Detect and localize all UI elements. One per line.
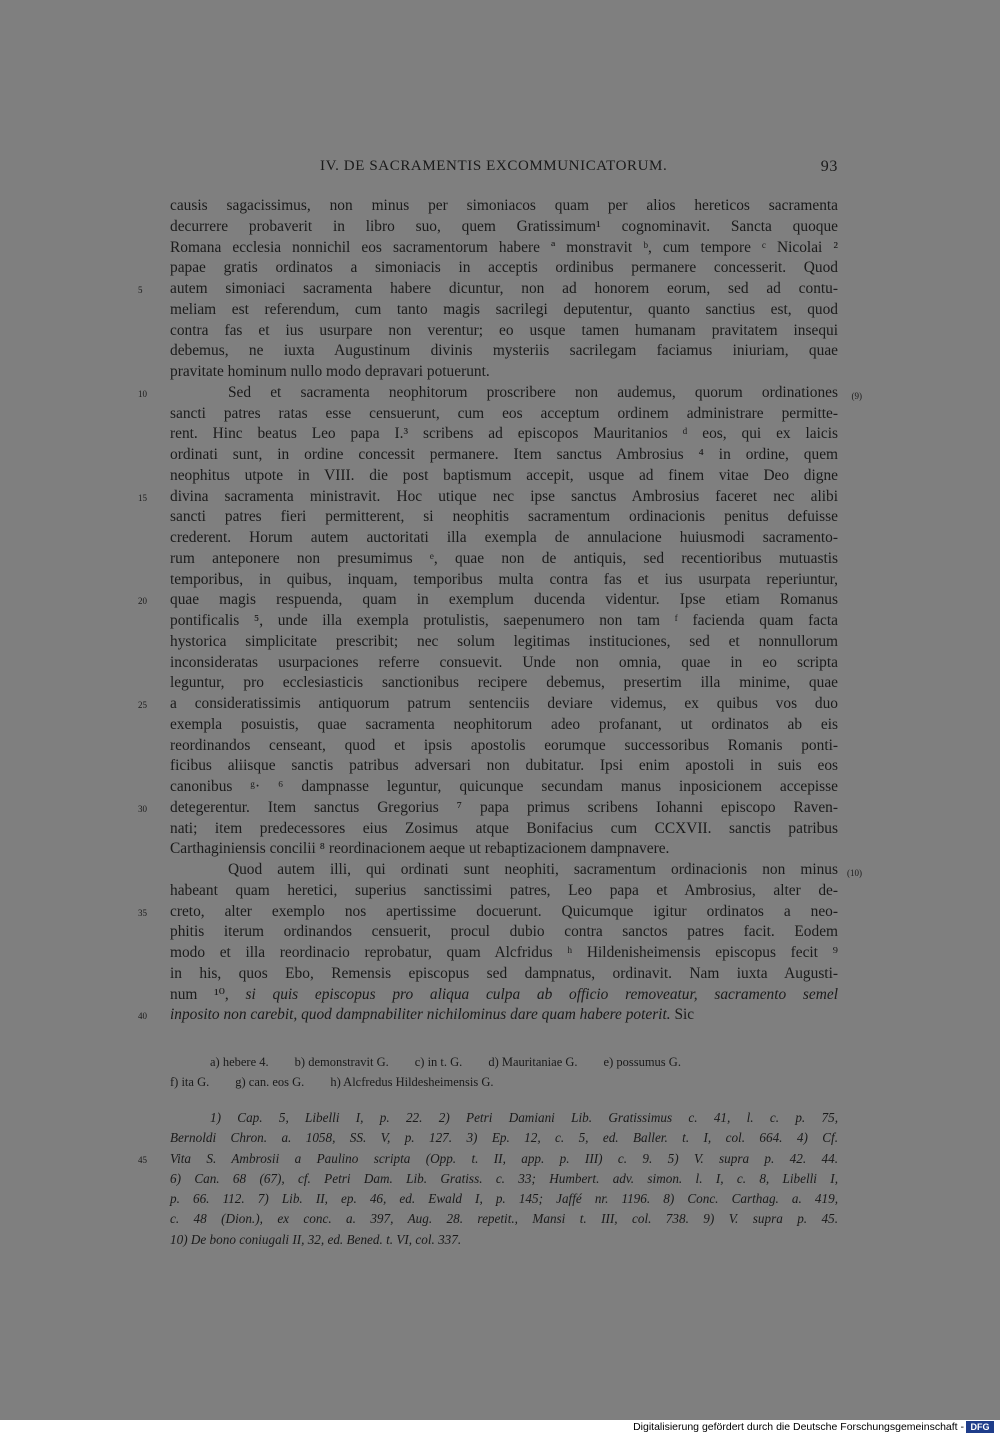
text-line (170, 466, 838, 487)
source-note-line (170, 1128, 838, 1148)
text-line (170, 362, 838, 383)
line-text: pravitate hominum nullo modo depravari potuerunt. (170, 363, 490, 380)
line-number: 45 (138, 1154, 147, 1165)
text-line (170, 922, 838, 943)
text-line (138, 383, 862, 404)
text-line (138, 902, 838, 923)
variant-note: a) hebere 4. (210, 1055, 269, 1069)
source-note-line (170, 1169, 838, 1189)
text-line (170, 715, 838, 736)
line-text: autem simoniaci sacramenta habere dicuntur, non ad honorem eorum, sed ad contu- (170, 280, 838, 297)
text-line (138, 694, 838, 715)
line-text: neophitus utpote in VIII. die post baptismum accepit, usque ad finem vitae Deo digne (170, 466, 838, 484)
margin-section-number: (9) (851, 390, 862, 401)
source-note-line (170, 1230, 838, 1250)
text-line (170, 424, 838, 445)
variant-notes (170, 1052, 838, 1092)
line-text: rent. Hinc beatus Leo papa I.³ scribens ad episcopos Mauritanios ᵈ eos, qui ex laicis (170, 425, 838, 443)
variant-note: c) in t. G. (414, 1055, 463, 1069)
line-text: causis sagacissimus, non minus per simoniacos quam per alios hereticos sacramenta (170, 197, 838, 214)
line-text: contra fas et ius usurpare non verentur; eo usque tamen humanam pravitatem insequi (170, 321, 838, 339)
source-note-line (138, 1149, 838, 1169)
line-number: 25 (138, 700, 147, 710)
line-text: papae gratis ordinatos a simoniacis in acceptis ordinibus permanere concesserit. Quod (170, 259, 838, 277)
text-line (138, 1005, 838, 1026)
quotation-italic: si quis episcopus pro aliqua culpa ab officio removeatur, sacramento semel (245, 985, 838, 1003)
running-title: IV. DE SACRAMENTIS EXCOMMUNICATORUM. (320, 158, 668, 174)
text-line (170, 570, 838, 591)
line-text: sancti patres fieri permitterent, si neophitis sacramentum ordinacionis penitus defuisse (170, 508, 838, 526)
line-text: rum anteponere non presumimus ᵉ, quae non de antiquis, sed recentioribus mutuastis (170, 549, 838, 567)
footer-bar (0, 1420, 1000, 1434)
line-text: num ¹⁰, (170, 985, 246, 1003)
text-line (170, 238, 838, 259)
variant-note: h) Alcfredus Hildesheimensis G. (330, 1075, 494, 1089)
source-note-line (170, 1209, 838, 1229)
main-text (138, 196, 862, 1026)
text-line (138, 487, 838, 508)
text-line (170, 860, 862, 881)
text-line (170, 445, 838, 466)
line-text: a consideratissimis antiquorum patrum sentenciis deviare videmus, ex quibus vos duo (170, 695, 838, 712)
line-text: debemus, ne iuxta Augustinum divinis mysteriis sacrilegam faciamus iniuriam, quae (170, 342, 838, 360)
line-text: temporibus, in quibus, inquam, temporibus multa contra fas et ius usurpata reperiuntur, (170, 570, 838, 588)
source-note-line (170, 1108, 838, 1128)
text-line (170, 985, 838, 1006)
line-text: in his, quos Ebo, Remensis episcopus sed dampnatus, ordinavit. Nam iuxta Augusti- (170, 964, 838, 982)
text-line (170, 964, 838, 985)
line-text: Sed et sacramenta neophitorum proscribere non audemus, quorum ordinationes (228, 383, 838, 401)
line-text: ordinati sunt, in ordine concessit permanere. Item sanctus Ambrosius ⁴ in ordine, quem (170, 446, 838, 463)
source-note-text: p. 66. 112. 7) Lib. II, ep. 46, ed. Ewald I, p. 145; Jaffé nr. 1196. 8) Conc. Carthag. a. 419, (170, 1191, 838, 1207)
text-line (170, 507, 838, 528)
text-line (170, 341, 838, 362)
line-number: 35 (138, 907, 147, 918)
line-text: hystorica simplicitate prescribit; nec solum legitimas instituciones, sed et nonnullorum (170, 632, 838, 650)
line-number: 20 (138, 596, 147, 607)
variant-note: b) demonstravit G. (294, 1055, 389, 1069)
source-note-text: 6) Can. 68 (67), cf. Petri Dam. Lib. Gratiss. c. 33; Humbert. adv. simon. l. I, c. 8, Libelli I, (170, 1170, 838, 1186)
variant-note: e) possumus G. (603, 1055, 681, 1069)
text-line (170, 653, 838, 674)
text-line (170, 528, 838, 549)
text-line (170, 404, 838, 425)
text-line (138, 590, 838, 611)
line-text: quae magis respuenda, quam in exemplum ducenda videntur. Ipse etiam Romanus (170, 591, 838, 609)
source-notes (138, 1108, 838, 1250)
line-text: exempla posuistis, quae sacramenta neophitorum adeo profanant, ut ordinatos ab eis (170, 715, 838, 733)
line-text: phitis iterum ordinandos censuerit, procul dubio contra sanctos patres facit. Eodem (170, 923, 838, 941)
line-text: decurrere probaverit in libro suo, quem Gratissimum¹ cognominavit. Sancta quoque (170, 217, 838, 235)
text-line (138, 279, 838, 300)
line-number: 15 (138, 492, 147, 503)
line-text: crederent. Horum autem auctoritati illa exempla de annulacione huiusmodi sacramento- (170, 529, 838, 546)
text-line (138, 798, 838, 819)
dfg-logo: DFG (966, 1421, 994, 1433)
margin-section-number: (10) (847, 868, 862, 878)
source-note-text: Vita S. Ambrosii a Paulino scripta (Opp. t. II, app. p. III) c. 9. 5) V. supra p. 42. 44. (170, 1150, 838, 1166)
line-text: modo et illa reordinacio reprobatur, quam Alcfridus ʰ Hildenisheimensis episcopus fecit ⁹ (170, 944, 838, 961)
line-text: habeant quam heretici, superius sanctissimi patres, Leo papa et Ambrosius, alter de- (170, 881, 838, 899)
line-text: canonibus ᵍ· ⁶ dampnasse leguntur, quicunque secundam manus inposicionem accepisse (170, 778, 838, 795)
line-text: divina sacramenta ministravit. Hoc utique nec ipse sanctus Ambrosius faceret nec alibi (170, 487, 838, 505)
line-text: creto, alter exemplo nos apertissime docuerunt. Quicumque igitur ordinatos a neo- (170, 902, 838, 920)
line-text: Quod autem illi, qui ordinati sunt neophiti, sacramentum ordinacionis non minus (228, 861, 838, 878)
text-line (170, 756, 838, 777)
line-text: nati; item predecessores eius Zosimus atque Bonifacius cum CCXVII. sanctis patribus (170, 819, 838, 837)
text-line (170, 881, 838, 902)
text-line (170, 839, 838, 860)
line-text: reordinandos censeant, quod et ipsis apostolis eorumque successoribus Romanis ponti- (170, 736, 838, 754)
text-line (170, 217, 838, 238)
text-line (170, 321, 838, 342)
footnotes (138, 1052, 838, 1247)
text-line (170, 819, 838, 840)
funding-credit: Digitalisierung gefördert durch die Deutsche Forschungsgemeinschaft - (633, 1421, 964, 1433)
text-line (170, 736, 838, 757)
source-note-text: c. 48 (Dion.), ex conc. a. 397, Aug. 28. repetit., Mansi t. III, col. 738. 9) V. supra p. 45. (170, 1211, 838, 1227)
text-line (170, 673, 838, 694)
line-text: Carthaginiensis concilii ⁸ reordinacionem aeque ut rebaptizacionem dampnavere. (170, 840, 670, 858)
text-line (170, 632, 838, 653)
text-line (170, 258, 838, 279)
text-line (170, 196, 838, 217)
variant-note: g) can. eos G. (235, 1075, 305, 1089)
source-note-text: Bernoldi Chron. a. 1058, SS. V, p. 127. 3) Ep. 12, c. 5, ed. Baller. t. I, col. 664. 4) Cf. (170, 1130, 838, 1146)
line-text: pontificalis ⁵, unde illa exempla protulistis, saepenumero non tam ᶠ facienda quam facta (170, 612, 838, 629)
line-text: ficibus aliisque sanctis patribus adversari non dubitatur. Ipsi enim apostoli in suis eos (170, 757, 838, 775)
text-line (170, 777, 838, 798)
line-text: sancti patres ratas esse censuerunt, cum eos acceptum ordinem administrare permitte- (170, 404, 838, 422)
line-number: 40 (138, 1011, 147, 1022)
line-text: detegerentur. Item sanctus Gregorius ⁷ papa primus scribens Iohanni episcopo Raven- (170, 798, 838, 816)
text-line (170, 300, 838, 321)
source-note-text: 1) Cap. 5, Libelli I, p. 22. 2) Petri Damiani Lib. Gratissimus c. 41, l. c. p. 75, (210, 1110, 838, 1125)
text-line (170, 943, 838, 964)
quotation-italic: inposito non carebit, quod dampnabiliter nichilominus dare quam habere poterit. (170, 1006, 671, 1024)
line-number: 5 (138, 285, 143, 295)
line-text: inconsideratas usurpaciones referre consuevit. Unde non omnia, quae in eo scripta (170, 653, 838, 671)
page-number: 93 (820, 158, 838, 175)
variant-note: d) Mauritaniae G. (488, 1055, 578, 1069)
line-text: Romana ecclesia nonnichil eos sacramentorum habere ª monstravit ᵇ, cum tempore ᶜ Nicolai ² (170, 238, 838, 256)
line-number: 10 (138, 388, 147, 399)
line-text: meliam est referendum, cum tanto magis sacrilegi deputentur, quanto sanctius est, quod (170, 300, 838, 318)
source-note-text: 10) De bono coniugali II, 32, ed. Bened. t. VI, col. 337. (170, 1231, 462, 1247)
text-line (170, 549, 838, 570)
line-text: Sic (670, 1006, 695, 1024)
text-line (170, 611, 838, 632)
line-text: leguntur, pro ecclesiasticis sanctionibus recipere debemus, presertim illa minime, quae (170, 674, 838, 692)
source-note-line (170, 1189, 838, 1209)
variant-note: f) ita G. (170, 1075, 210, 1089)
line-number: 30 (138, 803, 147, 814)
